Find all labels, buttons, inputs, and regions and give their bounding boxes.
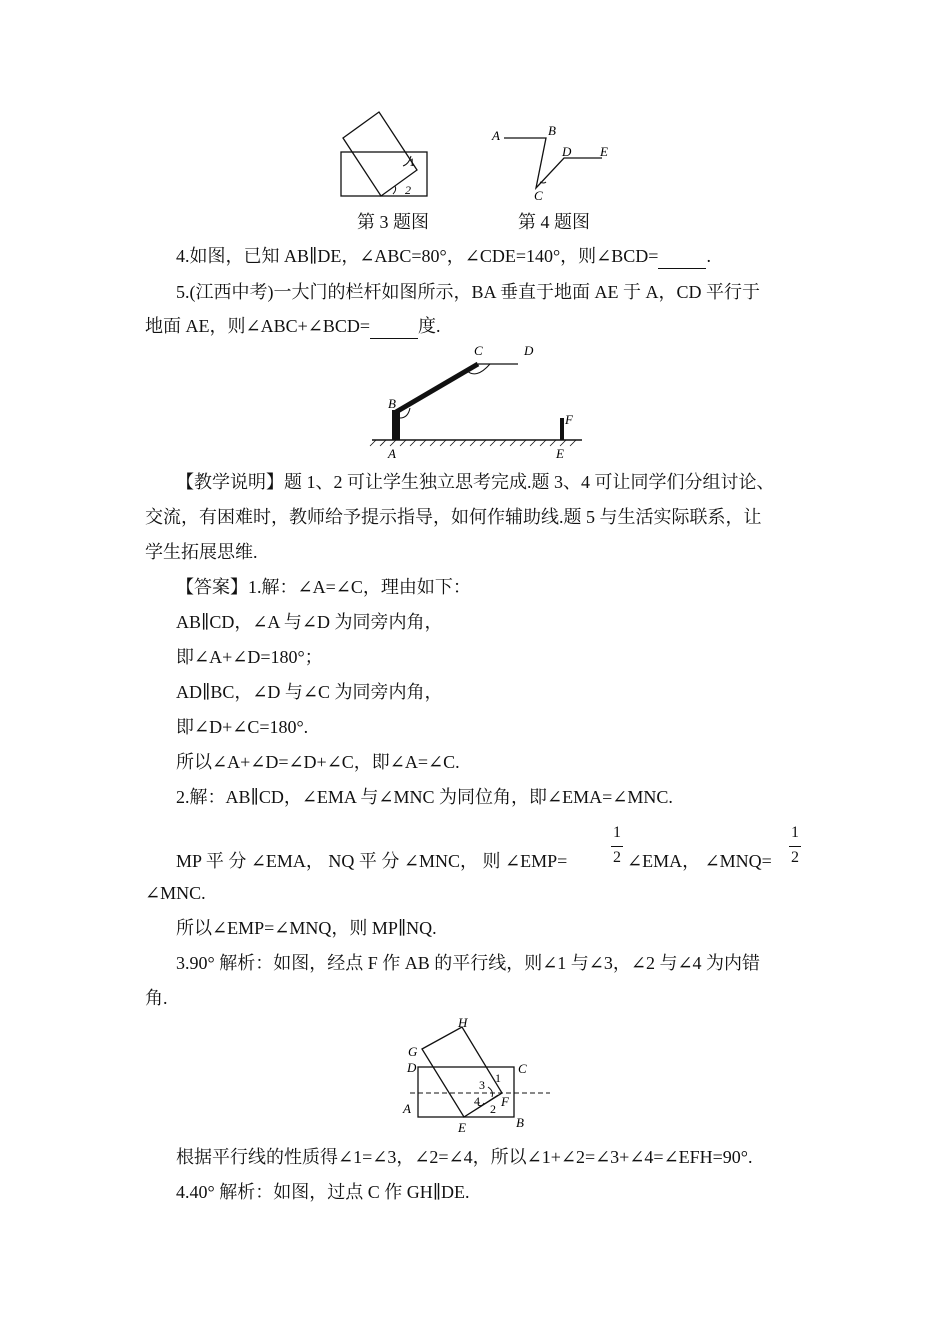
fig6-label-4: 4 <box>474 1094 480 1108</box>
figure-4-diagram <box>490 122 620 202</box>
fig3-label-2: 2 <box>405 183 411 197</box>
fig3-label-1: 1 <box>409 155 415 169</box>
fraction-2-numerator: 1 <box>791 824 799 841</box>
answer-1-head: 【答案】1.解：∠A=∠C，理由如下： <box>176 577 471 597</box>
fig4-label-D: D <box>562 144 572 159</box>
fig5-label-B: B <box>388 396 396 411</box>
figure-3-solution-diagram <box>400 1015 555 1137</box>
fig4-label-E: E <box>600 144 608 159</box>
fig6-label-C: C <box>518 1061 527 1076</box>
fig5-label-C: C <box>474 343 483 358</box>
fig6-label-3: 3 <box>479 1078 485 1092</box>
problem-5-line1: 5.(江西中考)一大门的栏杆如图所示，BA 垂直于地面 AE 于 A，CD 平行于 <box>176 282 760 302</box>
fig6-label-B: B <box>516 1115 524 1130</box>
fig4-label-C: C <box>534 188 543 202</box>
problem-5-line2: 地面 AE，则∠ABC+∠BCD= 度. <box>145 314 440 339</box>
teaching-note-line3: 学生拓展思维. <box>145 542 258 562</box>
figure-5-gate-diagram <box>368 340 588 462</box>
fig5-label-D: D <box>524 343 534 358</box>
fig6-label-A: A <box>403 1101 411 1116</box>
problem-4: 4.如图，已知 AB∥DE，∠ABC=80°，∠CDE=140°，则∠BCD= . <box>176 244 711 269</box>
fraction-2-denominator: 2 <box>791 849 799 866</box>
fig6-label-E: E <box>458 1120 466 1135</box>
answer-1-line4: 即∠D+∠C=180°. <box>176 717 309 737</box>
fig4-label-B: B <box>548 123 556 138</box>
answer-2-line3: ∠MNC. <box>145 883 206 903</box>
answer-2-line2a: MP 平 分 ∠EMA， NQ 平 分 ∠MNC， 则 ∠EMP= <box>176 851 568 871</box>
answer-3-line2: 角. <box>145 988 168 1008</box>
answer-3-line1: 3.90° 解析：如图，经点 F 作 AB 的平行线，则∠1 与∠3，∠2 与∠4 为内错 <box>176 953 761 973</box>
fig6-label-1: 1 <box>495 1071 501 1085</box>
fig6-label-F: F <box>501 1094 509 1109</box>
teaching-note-line1: 【教学说明】题 1、2 可让学生独立思考完成.题 3、4 可让同学们分组讨论、 <box>176 472 775 492</box>
answer-1-line2: 即∠A+∠D=180°； <box>176 647 323 667</box>
fraction-2-bar <box>789 846 801 847</box>
answer-4-line1: 4.40° 解析：如图，过点 C 作 GH∥DE. <box>176 1182 470 1202</box>
answer-1-line5: 所以∠A+∠D=∠D+∠C，即∠A=∠C. <box>176 752 460 772</box>
answer-3-line3: 根据平行线的性质得∠1=∠3，∠2=∠4，所以∠1+∠2=∠3+∠4=∠EFH=90°. <box>176 1147 753 1167</box>
fig6-label-D: D <box>407 1060 417 1075</box>
fig6-label-G: G <box>408 1044 418 1059</box>
teaching-note-line2: 交流，有困难时，教师给予提示指导，如何作辅助线.题 5 与生活实际联系，让 <box>145 507 762 527</box>
answer-blank <box>370 314 418 339</box>
fraction-1-numerator: 1 <box>613 824 621 841</box>
fig6-label-2: 2 <box>490 1102 496 1116</box>
fig5-label-A: A <box>388 446 396 461</box>
fraction-1-denominator: 2 <box>613 849 621 866</box>
answer-2-line4: 所以∠EMP=∠MNQ，则 MP∥NQ. <box>176 918 437 938</box>
answer-1-line3: AD∥BC，∠D 与∠C 为同旁内角， <box>176 682 443 702</box>
fig4-caption: 第 4 题图 <box>518 212 590 232</box>
fig5-label-E: E <box>556 446 564 461</box>
fig4-label-A: A <box>492 128 500 143</box>
fig6-label-H: H <box>458 1015 468 1030</box>
fig3-caption: 第 3 题图 <box>357 212 429 232</box>
fraction-1-bar <box>611 846 623 847</box>
answer-1-line1: AB∥CD，∠A 与∠D 为同旁内角， <box>176 612 443 632</box>
answer-2-line2b: ∠EMA， ∠MNQ= <box>627 851 772 871</box>
figure-3-diagram <box>335 108 435 200</box>
answer-2-line1: 2.解：AB∥CD，∠EMA 与∠MNC 为同位角，即∠EMA=∠MNC. <box>176 787 673 807</box>
answer-blank <box>658 244 706 269</box>
fig5-label-F: F <box>565 412 573 427</box>
